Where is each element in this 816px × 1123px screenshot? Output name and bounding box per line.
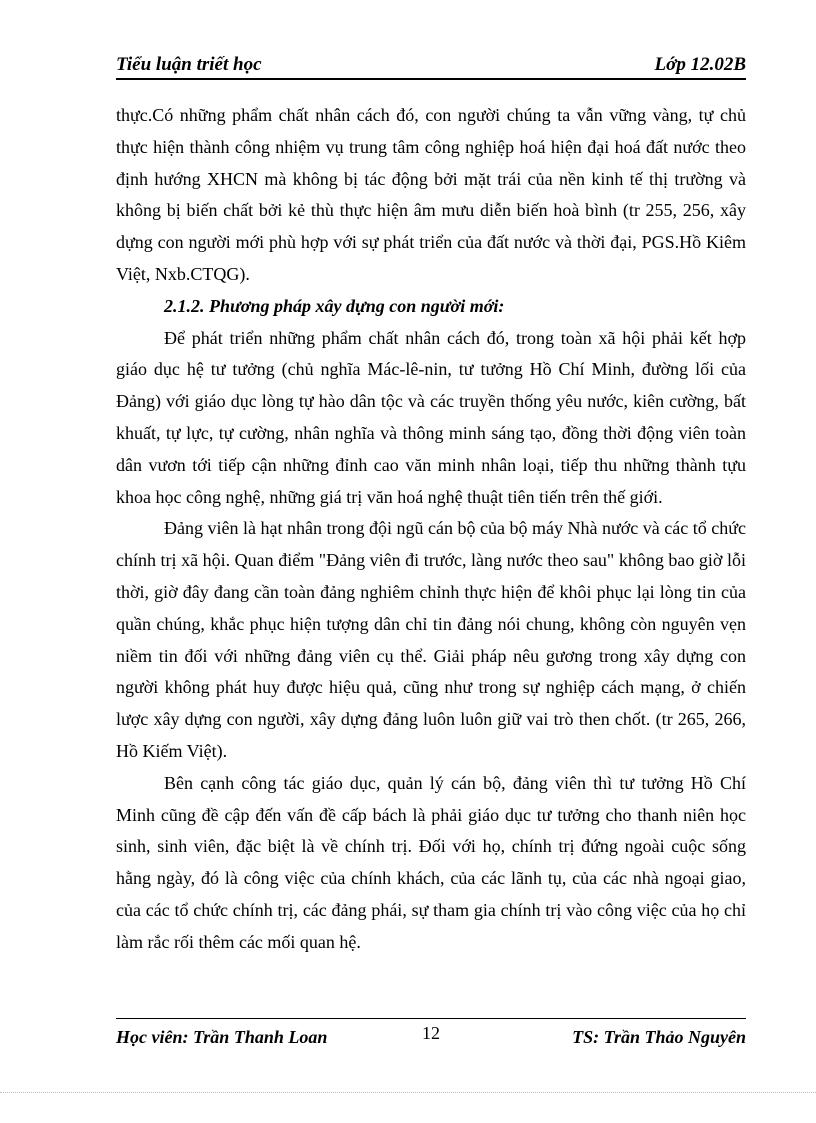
page-header (116, 52, 746, 80)
page-break-divider (0, 1092, 816, 1093)
paragraph-continued: thực.Có những phẩm chất nhân cách đó, con người chúng ta vẫn vững vàng, tự chủ thực hiện thành công nhiệm vụ trung tâm công nghiệp hoá hiện đại hoá đất nước theo định hướng XHCN mà không bị tác động bởi mặt trái của nền kinh tế thị trường và không bị biến chất bởi kẻ thù thực hiện âm mưu diễn biến hoà bình (tr 255, 256, xây dựng con người mới phù hợp với sự phát triển của đất nước và thời đại, PGS.Hồ Kiêm Việt, Nxb.CTQG). (116, 105, 746, 284)
paragraph: Để phát triển những phẩm chất nhân cách đó, trong toàn xã hội phải kết hợp giáo dục hệ tư tưởng (chủ nghĩa Mác-lê-nin, tư tưởng Hồ Chí Minh, đường lối của Đảng) với giáo dục lòng tự hào dân tộc và các truyền thống yêu nước, kiên cường, bất khuất, tự lực, tự cường, nhân nghĩa và thông minh sáng tạo, đồng thời động viên toàn dân vươn tới tiếp cận những đỉnh cao văn minh nhân loại, tiếp thu những thành tựu khoa học công nghệ, những giá trị văn hoá nghệ thuật tiên tiến trên thế giới. (116, 327, 746, 507)
section-heading: 2.1.2. Phương pháp xây dựng con người mới: (164, 295, 505, 316)
footer-advisor: TS: Trần Thảo Nguyên (572, 1027, 746, 1047)
header-title: Tiểu luận triết học (116, 54, 262, 75)
header-class: Lớp 12.02B (654, 54, 746, 75)
document-body (116, 100, 746, 959)
paragraph: Đảng viên là hạt nhân trong đội ngũ cán bộ của bộ máy Nhà nước và các tổ chức chính trị xã hội. Quan điểm "Đảng viên đi trước, làng nước theo sau" không bao giờ lỗi thời, giờ đây đang cần toàn đảng nghiêm chỉnh thực hiện để khôi phục lại lòng tin của quần chúng, khắc phục hiện tượng dân chỉ tin đảng nói chung, không còn nguyên vẹn niềm tin đối với những đảng viên cụ thể. Giải pháp nêu gương trong xây dựng con người không phát huy được hiệu quả, cũng như trong sự nghiệp cách mạng, ở chiến lược xây dựng con người, xây dựng đảng luôn luôn giữ vai trò then chốt. (tr 265, 266, Hồ Kiếm Việt). (116, 518, 746, 761)
footer-student: Học viên: Trần Thanh Loan (116, 1027, 328, 1047)
page-footer (116, 1018, 746, 1055)
paragraph: Bên cạnh công tác giáo dục, quản lý cán bộ, đảng viên thì tư tưởng Hồ Chí Minh cũng đề cập đến vấn đề cấp bách là phải giáo dục tư tưởng cho thanh niên học sinh, sinh viên, đặc biệt là về chính trị. Đối với họ, chính trị đứng ngoài cuộc sống hằng ngày, đó là công việc của chính khách, của các lãnh tụ, của các nhà ngoại giao, của các tổ chức chính trị, các đảng phái, sự tham gia chính trị vào công việc của họ chỉ làm rắc rối thêm các mối quan hệ. (116, 772, 746, 952)
page-number: 12 (422, 1023, 440, 1043)
